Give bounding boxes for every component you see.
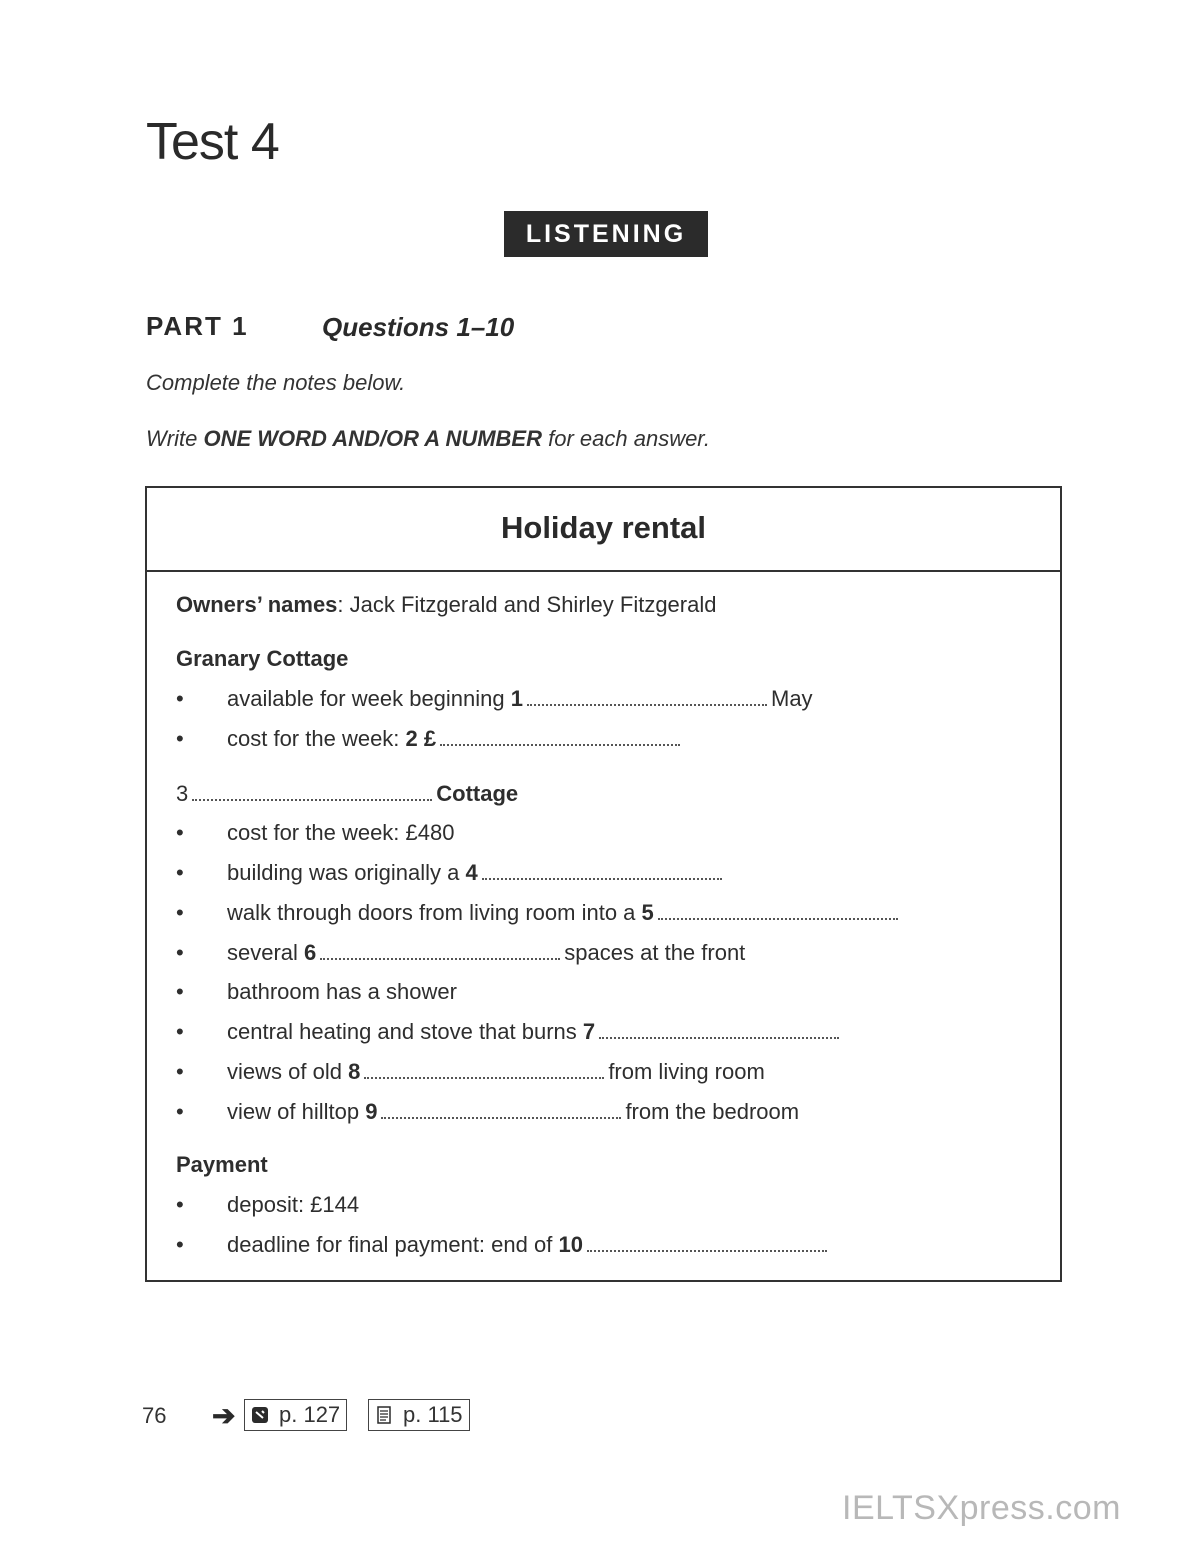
question-number: 6 [304, 940, 317, 965]
answer-blank-1[interactable] [527, 690, 767, 706]
answer-blank-3[interactable] [192, 785, 432, 801]
note-item-2 [227, 726, 684, 752]
bullet-icon: • [176, 860, 184, 885]
owners-label: Owners’ names [176, 592, 338, 617]
question-number: 4 [465, 860, 478, 885]
note-item-c4 [227, 940, 745, 966]
bullet-icon: • [176, 940, 184, 965]
note-item-c2 [227, 860, 726, 886]
answer-blank-8[interactable] [364, 1063, 604, 1079]
note-item-1 [227, 686, 813, 712]
instruction-write-bold: ONE WORD AND/OR A NUMBER [203, 426, 542, 451]
note-item-c7 [227, 1059, 765, 1085]
question-number: 2 [405, 726, 418, 751]
arrow-right-icon: ➔ [212, 1400, 236, 1431]
audio-icon [251, 1406, 269, 1424]
item-text-post: May [771, 686, 813, 711]
answer-blank-4[interactable] [482, 864, 722, 880]
bullet-icon: • [176, 1019, 184, 1044]
bullet-icon: • [176, 686, 184, 711]
answer-blank-10[interactable] [587, 1236, 827, 1252]
audio-reference-link[interactable] [244, 1399, 347, 1431]
page-number: 76 [142, 1403, 167, 1428]
answer-blank-6[interactable] [320, 944, 560, 960]
answer-blank-7[interactable] [599, 1023, 839, 1039]
item-text-post: £ [423, 726, 437, 751]
transcript-reference-link[interactable] [368, 1399, 470, 1431]
instruction-write-post: for each answer. [542, 426, 710, 451]
item-text: cost for the week: [227, 726, 406, 751]
question-number: 8 [348, 1059, 361, 1084]
document-icon [375, 1406, 393, 1424]
section-badge: LISTENING [504, 211, 708, 257]
item-text: available for week beginning [227, 686, 511, 711]
note-item-c5: bathroom has a shower [227, 979, 457, 1004]
item-text-post: from the bedroom [625, 1099, 800, 1124]
question-number: 10 [558, 1232, 583, 1257]
note-item-p1: deposit: £144 [227, 1192, 360, 1217]
test-title: Test 4 [146, 113, 279, 171]
instruction-write [146, 426, 710, 452]
question-number: 7 [582, 1019, 596, 1044]
item-text: walk through doors from living room into a [227, 900, 642, 925]
note-item-c1: cost for the week: £480 [227, 820, 455, 845]
item-text: building was originally a [227, 860, 466, 885]
transcript-reference-page: p. 115 [403, 1402, 463, 1427]
item-text: view of hilltop [227, 1099, 366, 1124]
question-number: 1 [510, 686, 523, 711]
owners-line [176, 592, 716, 618]
notes-divider [145, 570, 1062, 572]
instruction-complete: Complete the notes below. [146, 370, 406, 395]
bullet-icon: • [176, 1232, 184, 1257]
answer-blank-2[interactable] [440, 730, 680, 746]
cottage-heading [176, 781, 518, 807]
question-number: 3 [176, 781, 189, 806]
item-text: several [227, 940, 305, 965]
bullet-icon: • [176, 1192, 184, 1217]
payment-heading: Payment [176, 1152, 268, 1177]
bullet-icon: • [176, 726, 184, 751]
bullet-icon: • [176, 900, 184, 925]
item-text-post: spaces at the front [564, 940, 746, 965]
note-item-c8 [227, 1099, 799, 1125]
notes-title: Holiday rental [501, 510, 706, 545]
item-text: central heating and stove that burns [227, 1019, 583, 1044]
granary-heading: Granary Cottage [176, 646, 349, 671]
cottage-heading-label: Cottage [436, 781, 519, 806]
audio-reference-page: p. 127 [279, 1402, 341, 1427]
answer-blank-9[interactable] [381, 1103, 621, 1119]
answer-blank-5[interactable] [658, 904, 898, 920]
item-text-post: from living room [608, 1059, 765, 1084]
instruction-write-pre: Write [146, 426, 204, 451]
bullet-icon: • [176, 820, 184, 845]
item-text: views of old [227, 1059, 349, 1084]
note-item-c3 [227, 900, 902, 926]
bullet-icon: • [176, 1099, 184, 1124]
owners-value: : Jack Fitzgerald and Shirley Fitzgerald [337, 592, 717, 617]
note-item-p2 [227, 1232, 831, 1258]
watermark: IELTSXpress.com [842, 1489, 1121, 1527]
part-label: PART 1 [146, 311, 249, 341]
question-number: 5 [641, 900, 654, 925]
item-text: deadline for final payment: end of [227, 1232, 559, 1257]
bullet-icon: • [176, 979, 184, 1004]
note-item-c6 [227, 1019, 843, 1045]
question-number: 9 [365, 1099, 378, 1124]
questions-label: Questions 1–10 [322, 312, 515, 342]
bullet-icon: • [176, 1059, 184, 1084]
